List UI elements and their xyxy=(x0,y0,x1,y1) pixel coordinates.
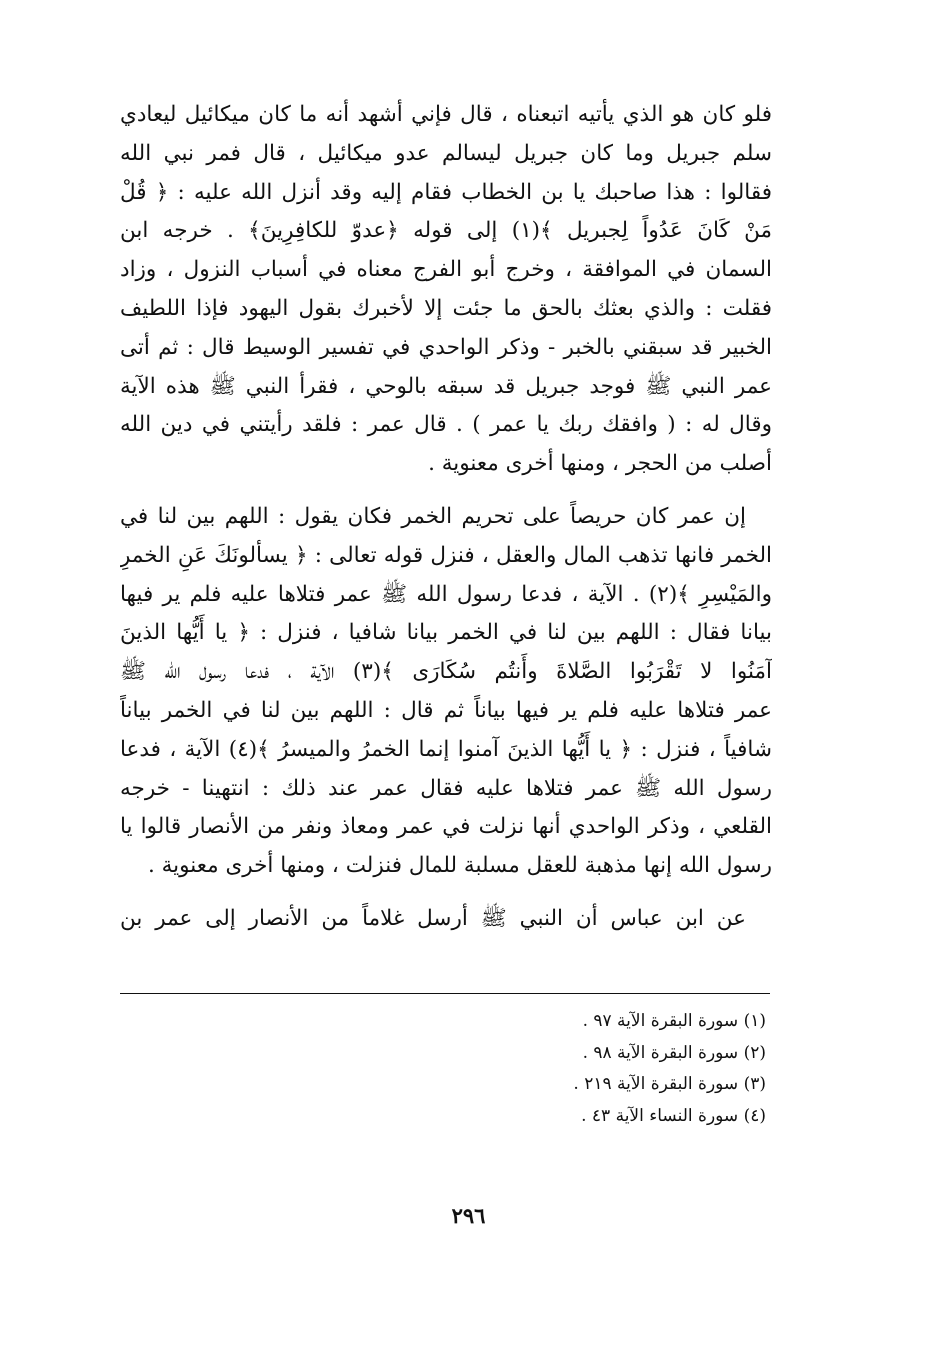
paragraph-3 xyxy=(120,900,772,939)
text-line: القلعي ، وذكر الواحدي أنها نزلت في عمر ومعاذ ونفر من الأنصار قالوا يا xyxy=(120,814,772,840)
text-line: مَنْ كَانَ عَدُواً لِجبريل ﴾(١) إلى قوله ﴿عدوّ للكافِرِينَ﴾ . خرجه ابن xyxy=(120,218,772,244)
text-line: شافياً ، فنزل : ﴿ يا أَيُّها الذينَ آمنوا إنما الخمرُ والميسرُ ﴾(٤) الآية ، فدعا xyxy=(120,736,772,762)
text-line: عن ابن عباس أن النبي ﷺ أرسل غلاماً من الأنصار إلى عمر بن xyxy=(120,905,746,931)
text-line: رسول الله ﷺ عمر فتلاها عليه فقال عمر عند ذلك : انتهينا - خرجه xyxy=(120,775,772,801)
text-line: فقالوا : هذا صاحبك يا بن الخطاب فقام إليه وقد أنزل الله عليه : ﴿ قُلْ xyxy=(120,179,772,205)
text-line: سلم جبريل وما كان جبريل ليسالم عدو ميكائيل ، قال فمر نبي الله xyxy=(120,140,772,166)
footnote-4: (٤) سورة النساء الآية ٤٣ . xyxy=(581,1105,766,1126)
text-line: السمان في الموافقة ، وخرج أبو الفرج معناه في أسباب النزول ، وزاد xyxy=(120,257,772,283)
text-line: عمر فتلاها عليه فلم ير فيها بياناً ثم قال : اللهم بين لنا في الخمر بياناً xyxy=(120,697,772,723)
main-text xyxy=(120,96,772,939)
footnote-3: (٣) سورة البقرة الآية ٢١٩ . xyxy=(573,1074,766,1094)
text-line: آمَنُوا لا تَقْرَبُوا الصَّلاةَ وأَنتُم سُكَارَى ﴾(٣) الآية ، فدعا رسول الله ﷺ xyxy=(120,659,772,685)
paragraph-1 xyxy=(120,96,772,484)
text-line: الخبير قد سبقني بالخبر - وذكر الواحدي في تفسير الوسيط قال : ثم أتى xyxy=(120,334,772,360)
footnotes xyxy=(120,1006,766,1132)
text-line: عمر النبي ﷺ فوجد جبريل قد سبقه بالوحي ، فقرأ النبي ﷺ هذه الآية xyxy=(120,373,772,399)
footnote-divider xyxy=(120,993,770,994)
text-line: فقلت : والذي بعثك بالحق ما جئت إلا لأخبرك بقول اليهود فإذا اللطيف xyxy=(120,295,772,321)
text-line: أصلب من الحجر ، ومنها أخرى معنوية . xyxy=(428,451,772,477)
paragraph-2 xyxy=(120,498,772,886)
text-line: رسول الله إنها مذهبة للعقل مسلبة للمال فنزلت ، ومنها أخرى معنوية . xyxy=(147,853,772,879)
footnote-2: (٢) سورة البقرة الآية ٩٨ . xyxy=(582,1042,766,1063)
text-line: فلو كان هو الذي يأتيه اتبعناه ، قال فإني أشهد أنه ما كان ميكائيل ليعادي xyxy=(120,102,772,127)
text-line: إن عمر كان حريصاً على تحريم الخمر فكان يقول : اللهم بين لنا في xyxy=(120,503,746,529)
text-line: وقال له : ( وافقك ربك يا عمر ) . قال عمر : فلقد رأيتني في دين الله xyxy=(120,412,772,438)
paragraph-gap xyxy=(120,484,772,498)
text-line: والمَيْسِرِ ﴾(٢) . الآية ، فدعا رسول الله ﷺ عمر فتلاها عليه فلم ير فيها xyxy=(120,581,772,607)
paragraph-gap xyxy=(120,886,772,900)
text-line: بيانا فقال : اللهم بين لنا في الخمر بيانا شافيا ، فنزل : ﴿ يا أَيُّها الذينَ xyxy=(120,620,772,646)
page-number: ٢٩٦ xyxy=(451,1203,486,1228)
text-line: الخمر فانها تذهب المال والعقل ، فنزل قوله تعالى : ﴿ يسألونَكَ عَنِ الخمرِ xyxy=(120,542,772,568)
footnote-1: (١) سورة البقرة الآية ٩٧ . xyxy=(582,1011,766,1031)
